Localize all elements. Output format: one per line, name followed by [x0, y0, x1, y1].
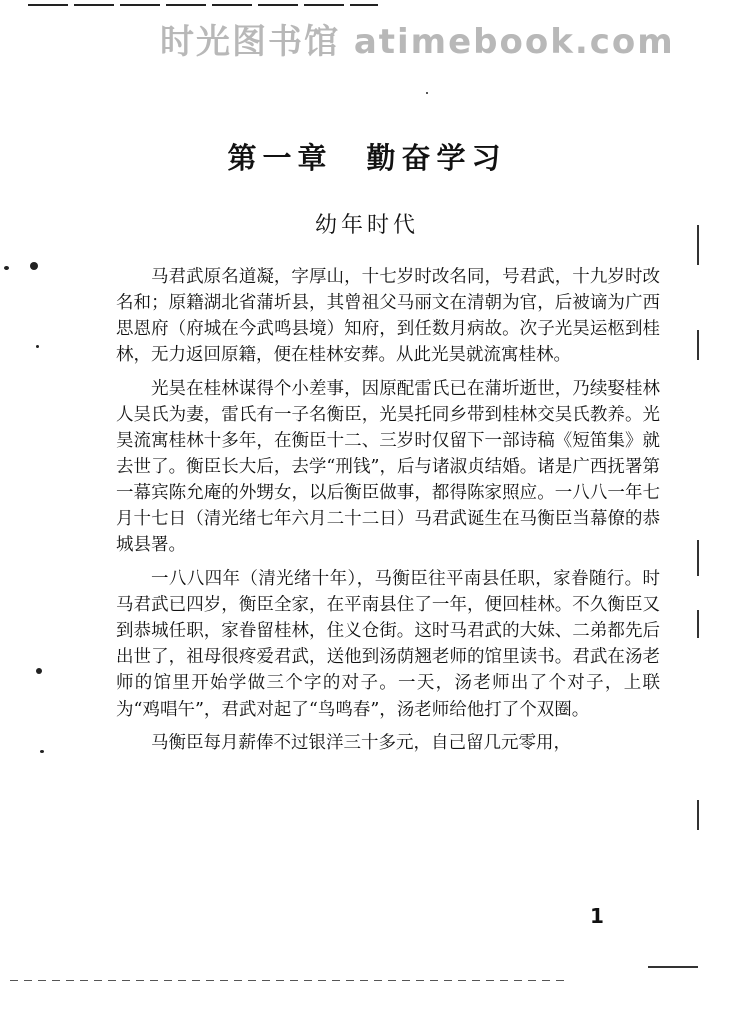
scan-speck	[36, 668, 42, 674]
scan-speck	[30, 262, 38, 270]
bottom-scan-rule	[10, 980, 570, 981]
paragraph: 光昊在桂林谋得个小差事，因原配雷氏已在蒲圻逝世，乃续娶桂林人吴氏为妻，雷氏有一子名衡臣，光昊托同乡带到桂林交吴氏教养。光昊流寓桂林十多年，在衡臣十二、三岁时仅留下一部诗稿《短笛集》就去世了。衡臣长大后，去学“刑钱”，后与诸淑贞结婚。诸是广西抚署第一幕宾陈允庵的外甥女，以后衡臣做事，都得陈家照应。一八八一年七月十七日（清光绪七年六月二十二日）马君武诞生在马衡臣当幕僚的恭城县署。	[116, 378, 660, 556]
scan-edge-mark	[697, 610, 699, 638]
chapter-number: 第一章	[227, 141, 333, 175]
scan-speck	[36, 345, 39, 348]
scan-speck	[40, 750, 44, 753]
chapter-title: 勤奋学习	[366, 141, 507, 175]
paragraph: 一八八四年（清光绪十年），马衡臣往平南县任职，家眷随行。时马君武已四岁，衡臣全家，在平南县住了一年，便回桂林。不久衡臣又到恭城任职，家眷留桂林，住义仓街。这时马君武的大妹、二弟都先后出世了，祖母很疼爱君武，送他到汤荫翘老师的馆里读书。君武在汤老师的馆里开始学做三个字的对子。一天，汤老师出了个对子，上联为“鸡唱午”，君武对起了“鸟鸣春”，汤老师给他打了个双圈。	[116, 569, 660, 720]
watermark: 时光图书馆 atimebook.com	[160, 22, 675, 62]
top-scan-rule	[28, 4, 378, 6]
scan-edge-mark	[648, 966, 698, 968]
scan-edge-mark	[697, 225, 699, 265]
scan-edge-mark	[697, 540, 699, 576]
body-text	[116, 264, 660, 764]
section-title: 幼年时代	[314, 213, 419, 238]
chapter-heading	[0, 136, 734, 177]
scan-speck	[426, 92, 428, 94]
paragraph: 马君武原名道凝，字厚山，十七岁时改名同，号君武，十九岁时改名和；原籍湖北省蒲圻县，其曾祖父马丽文在清朝为官，后被谪为广西思恩府（府城在今武鸣县境）知府，到任数月病故。次子光昊运柩到桂林，无力返回原籍，便在桂林安葬。从此光昊就流寓桂林。	[116, 267, 660, 366]
paragraph: 马衡臣每月薪俸不过银洋三十多元，自己留几元零用，	[151, 733, 571, 754]
scan-edge-mark	[697, 330, 699, 360]
scan-edge-mark	[697, 800, 699, 830]
scan-speck	[4, 266, 9, 270]
page-number: 1	[590, 904, 604, 928]
